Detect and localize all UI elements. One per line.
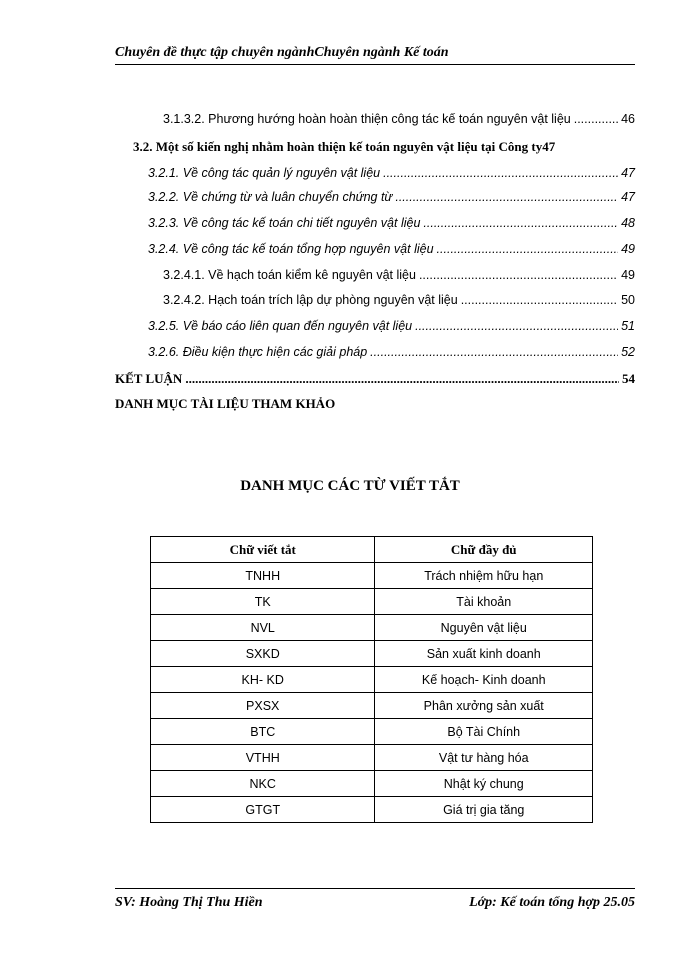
toc-entry-title: KẾT LUẬN	[115, 371, 183, 386]
toc-entry[interactable]	[163, 112, 635, 126]
toc-entry-page: 47	[621, 166, 635, 180]
table-row	[151, 667, 593, 693]
table-row	[151, 693, 593, 719]
footer-class: Lớp: Kế toán tổng hợp 25.05	[469, 895, 635, 910]
abbr-short: BTC	[151, 719, 375, 745]
toc-entry-title: 3.2.3. Về công tác kế toán chi tiết nguyên vật liệu	[148, 216, 421, 230]
toc-entry-page: 49	[621, 242, 635, 256]
toc-entry[interactable]	[148, 242, 635, 256]
toc-entry-page: 46	[621, 112, 635, 126]
abbr-full: Sản xuất kinh doanh	[375, 641, 593, 667]
table-row	[151, 641, 593, 667]
abbr-short: NKC	[151, 771, 375, 797]
toc-leader	[185, 371, 619, 387]
toc-entry-page: 48	[621, 216, 635, 230]
toc-entry-page: 54	[622, 371, 635, 386]
toc-entry[interactable]	[148, 166, 635, 180]
column-header-full: Chữ đầy đủ	[375, 537, 593, 563]
abbr-short: TK	[151, 589, 375, 615]
toc-leader	[574, 112, 618, 126]
toc-entry-title: 3.2.6. Điều kiện thực hiện các giải pháp	[148, 345, 368, 359]
toc-entry-title: 3.2. Một số kiến nghị nhằm hoàn thiện kế toán nguyên vật liệu tại Công ty	[133, 139, 543, 154]
toc-entry[interactable]	[163, 293, 635, 307]
toc-leader	[461, 293, 618, 307]
toc-entry-page: 47	[621, 190, 635, 204]
abbr-full: Kế hoạch- Kinh doanh	[375, 667, 593, 693]
abbreviations-table	[150, 536, 593, 823]
header-text: Chuyên đề thực tập chuyên ngànhChuyên ngành Kế toán	[115, 45, 449, 60]
toc-leader	[419, 268, 618, 282]
abbreviations-title: DANH MỤC CÁC TỪ VIẾT TẮT	[240, 478, 460, 494]
toc-entry-title: 3.2.1. Về công tác quản lý nguyên vật liệu	[148, 166, 381, 180]
toc-leader	[383, 166, 618, 180]
abbr-short: SXKD	[151, 641, 375, 667]
abbr-full: Trách nhiệm hữu hạn	[375, 563, 593, 589]
toc-entry[interactable]	[163, 268, 635, 282]
table-row	[151, 719, 593, 745]
toc-entry-title: DANH MỤC TÀI LIỆU THAM KHẢO	[115, 396, 336, 411]
abbr-short: TNHH	[151, 563, 375, 589]
toc-entry-page: 49	[621, 268, 635, 282]
toc-entry[interactable]	[133, 139, 635, 155]
toc-entry[interactable]	[148, 216, 635, 230]
toc-entry-title: 3.2.4. Về công tác kế toán tổng hợp nguyên vật liệu	[148, 242, 434, 256]
abbr-full: Phân xưởng sản xuất	[375, 693, 593, 719]
toc-entry-page: 51	[621, 319, 635, 333]
toc-leader	[423, 216, 618, 230]
abbr-short: NVL	[151, 615, 375, 641]
toc-leader	[395, 190, 618, 204]
table-row	[151, 771, 593, 797]
toc-entry-title: 3.2.5. Về báo cáo liên quan đến nguyên vật liệu	[148, 319, 413, 333]
toc-entry-title: 3.2.2. Về chứng từ và luân chuyển chứng từ	[148, 190, 393, 204]
footer-student: SV: Hoàng Thị Thu Hiền	[115, 895, 263, 910]
toc-entry-title: 3.1.3.2. Phương hướng hoàn hoàn thiện công tác kế toán nguyên vật liệu	[163, 112, 571, 126]
abbr-full: Nguyên vật liệu	[375, 615, 593, 641]
toc-entry[interactable]	[148, 190, 635, 204]
abbr-full: Tài khoản	[375, 589, 593, 615]
abbr-short: KH- KD	[151, 667, 375, 693]
toc-entry-references[interactable]	[115, 396, 635, 412]
toc-entry-page: 50	[621, 293, 635, 307]
abbr-full: Nhật ký chung	[375, 771, 593, 797]
table-row	[151, 745, 593, 771]
toc-leader	[437, 242, 619, 256]
abbr-short: PXSX	[151, 693, 375, 719]
abbr-short: VTHH	[151, 745, 375, 771]
toc-entry-title: 3.2.4.1. Về hạch toán kiểm kê nguyên vật liệu	[163, 268, 416, 282]
toc-leader	[415, 319, 618, 333]
page-header	[115, 45, 635, 65]
toc-entry-page: 47	[542, 139, 556, 154]
table-row	[151, 615, 593, 641]
abbr-full: Bộ Tài Chính	[375, 719, 593, 745]
column-header-short: Chữ viết tắt	[151, 537, 375, 563]
table-row	[151, 797, 593, 823]
table-row	[151, 589, 593, 615]
toc-entry-title: 3.2.4.2. Hạch toán trích lập dự phòng nguyên vật liệu	[163, 293, 458, 307]
toc-entry-conclusion[interactable]	[115, 371, 635, 387]
toc-entry[interactable]	[148, 345, 635, 359]
abbr-full: Vật tư hàng hóa	[375, 745, 593, 771]
page-footer	[115, 888, 635, 911]
table-row	[151, 563, 593, 589]
toc-leader	[370, 345, 618, 359]
abbr-full: Giá trị gia tăng	[375, 797, 593, 823]
abbr-short: GTGT	[151, 797, 375, 823]
toc-entry[interactable]	[148, 319, 635, 333]
table-header-row	[151, 537, 593, 563]
toc-entry-page: 52	[621, 345, 635, 359]
